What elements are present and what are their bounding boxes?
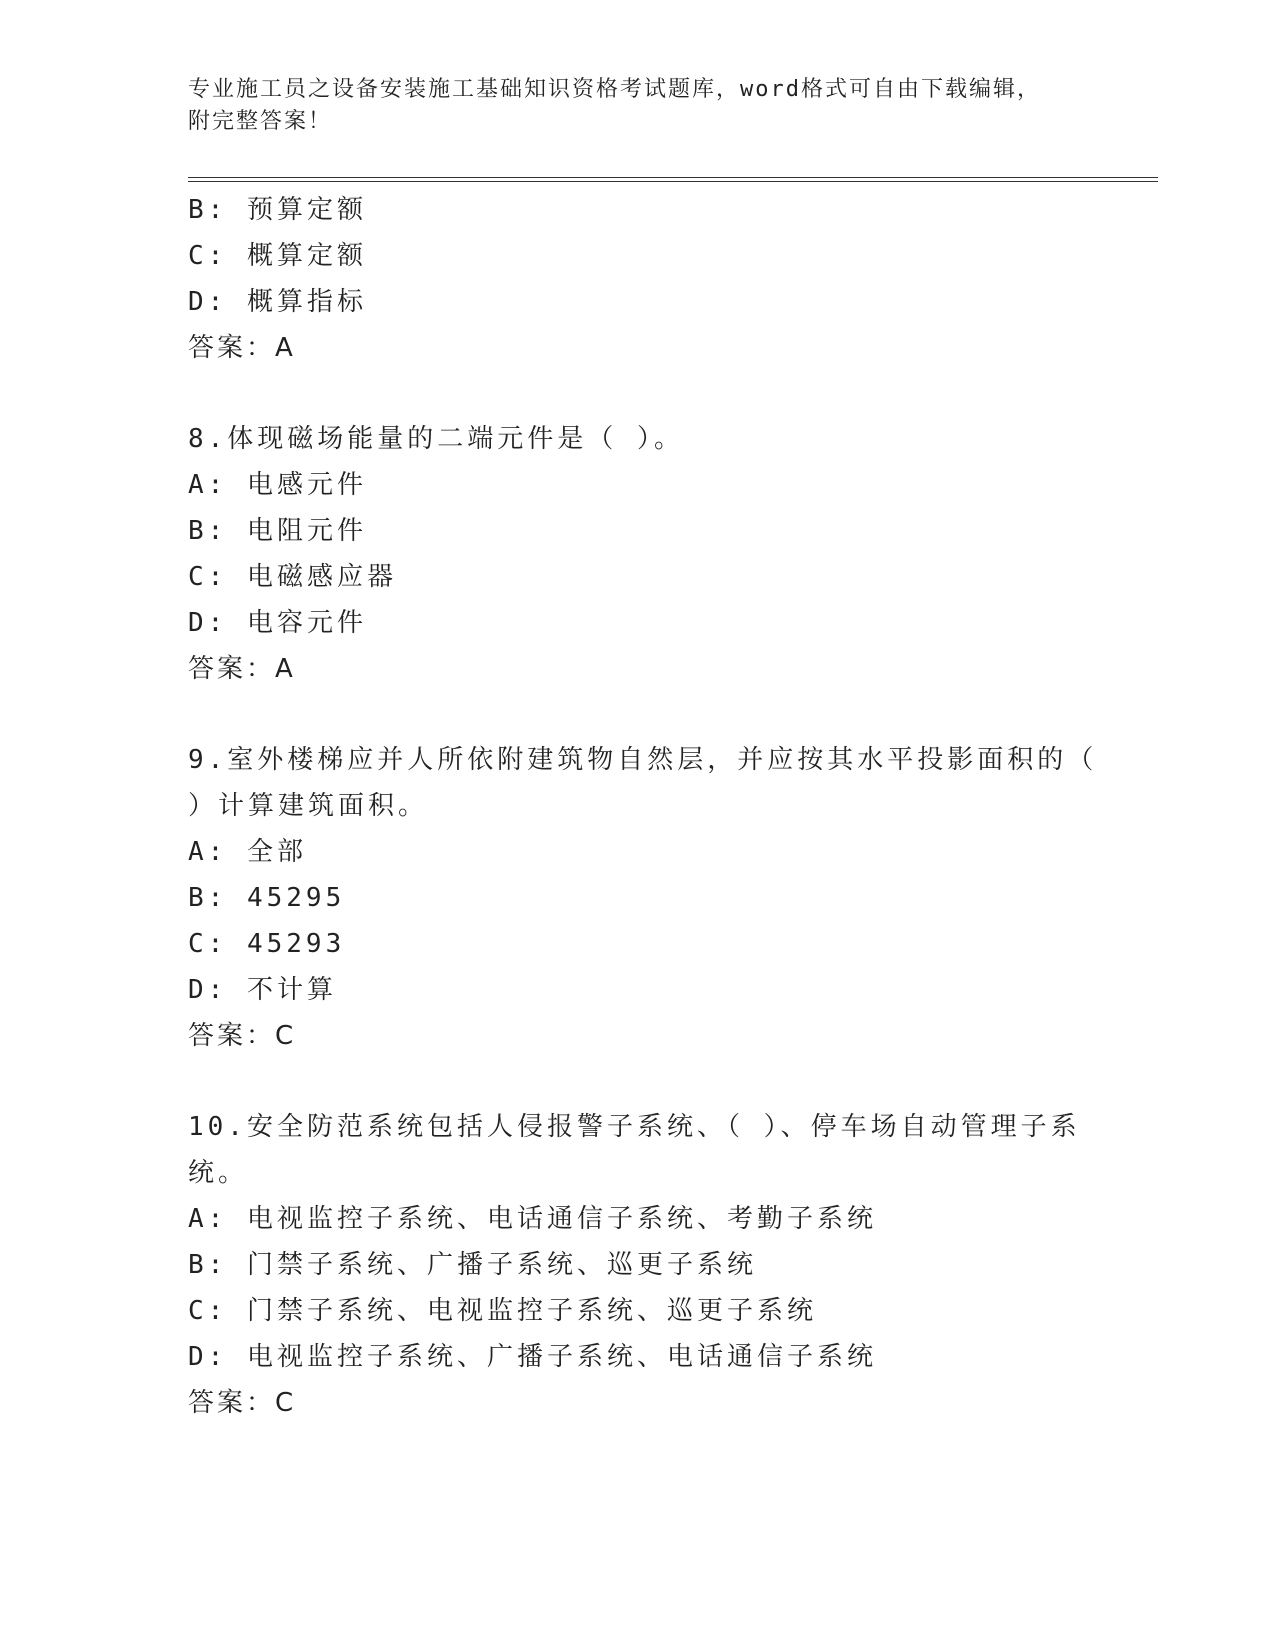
option-a: A: 全部 (188, 837, 307, 867)
option-b: B: 预算定额 (188, 195, 367, 225)
question-10 (188, 1104, 1108, 1426)
option-d: D: 电视监控子系统、广播子系统、电话通信子系统 (188, 1342, 877, 1372)
option-c: C: 门禁子系统、电视监控子系统、巡更子系统 (188, 1296, 817, 1326)
answer-line: 答案：A (188, 333, 296, 363)
option-c: C: 45293 (188, 929, 346, 959)
answer-line: 答案：C (188, 1388, 297, 1418)
question-text-line-1: 10.安全防范系统包括人侵报警子系统、（ ）、停车场自动管理子系 (188, 1112, 1081, 1142)
question-text-line-2: 统。 (188, 1158, 249, 1188)
question-text: 8.体现磁场能量的二端元件是（ ）。 (188, 424, 684, 454)
answer-line: 答案：C (188, 1021, 297, 1051)
option-d: D: 概算指标 (188, 287, 367, 317)
question-9 (188, 737, 1108, 1059)
option-b: B: 电阻元件 (188, 516, 367, 546)
header-line-1: 专业施工员之设备安装施工基础知识资格考试题库，word格式可自由下载编辑， (188, 77, 1041, 102)
option-c: C: 概算定额 (188, 241, 367, 271)
option-b: B: 45295 (188, 883, 346, 913)
question-continued (188, 187, 1108, 371)
option-b: B: 门禁子系统、广播子系统、巡更子系统 (188, 1250, 757, 1280)
header-line-2: 附完整答案！ (188, 109, 333, 134)
question-8 (188, 416, 1108, 692)
page-header (188, 74, 1108, 138)
option-a: A: 电视监控子系统、电话通信子系统、考勤子系统 (188, 1204, 877, 1234)
option-d: D: 电容元件 (188, 608, 367, 638)
question-text-line-2: ）计算建筑面积。 (188, 791, 429, 821)
question-list (188, 187, 1108, 1426)
question-text-line-1: 9.室外楼梯应并人所依附建筑物自然层，并应按其水平投影面积的（ (188, 745, 1098, 775)
header-divider (188, 177, 1158, 182)
option-a: A: 电感元件 (188, 470, 367, 500)
option-c: C: 电磁感应器 (188, 562, 397, 592)
option-d: D: 不计算 (188, 975, 337, 1005)
answer-line: 答案：A (188, 654, 296, 684)
